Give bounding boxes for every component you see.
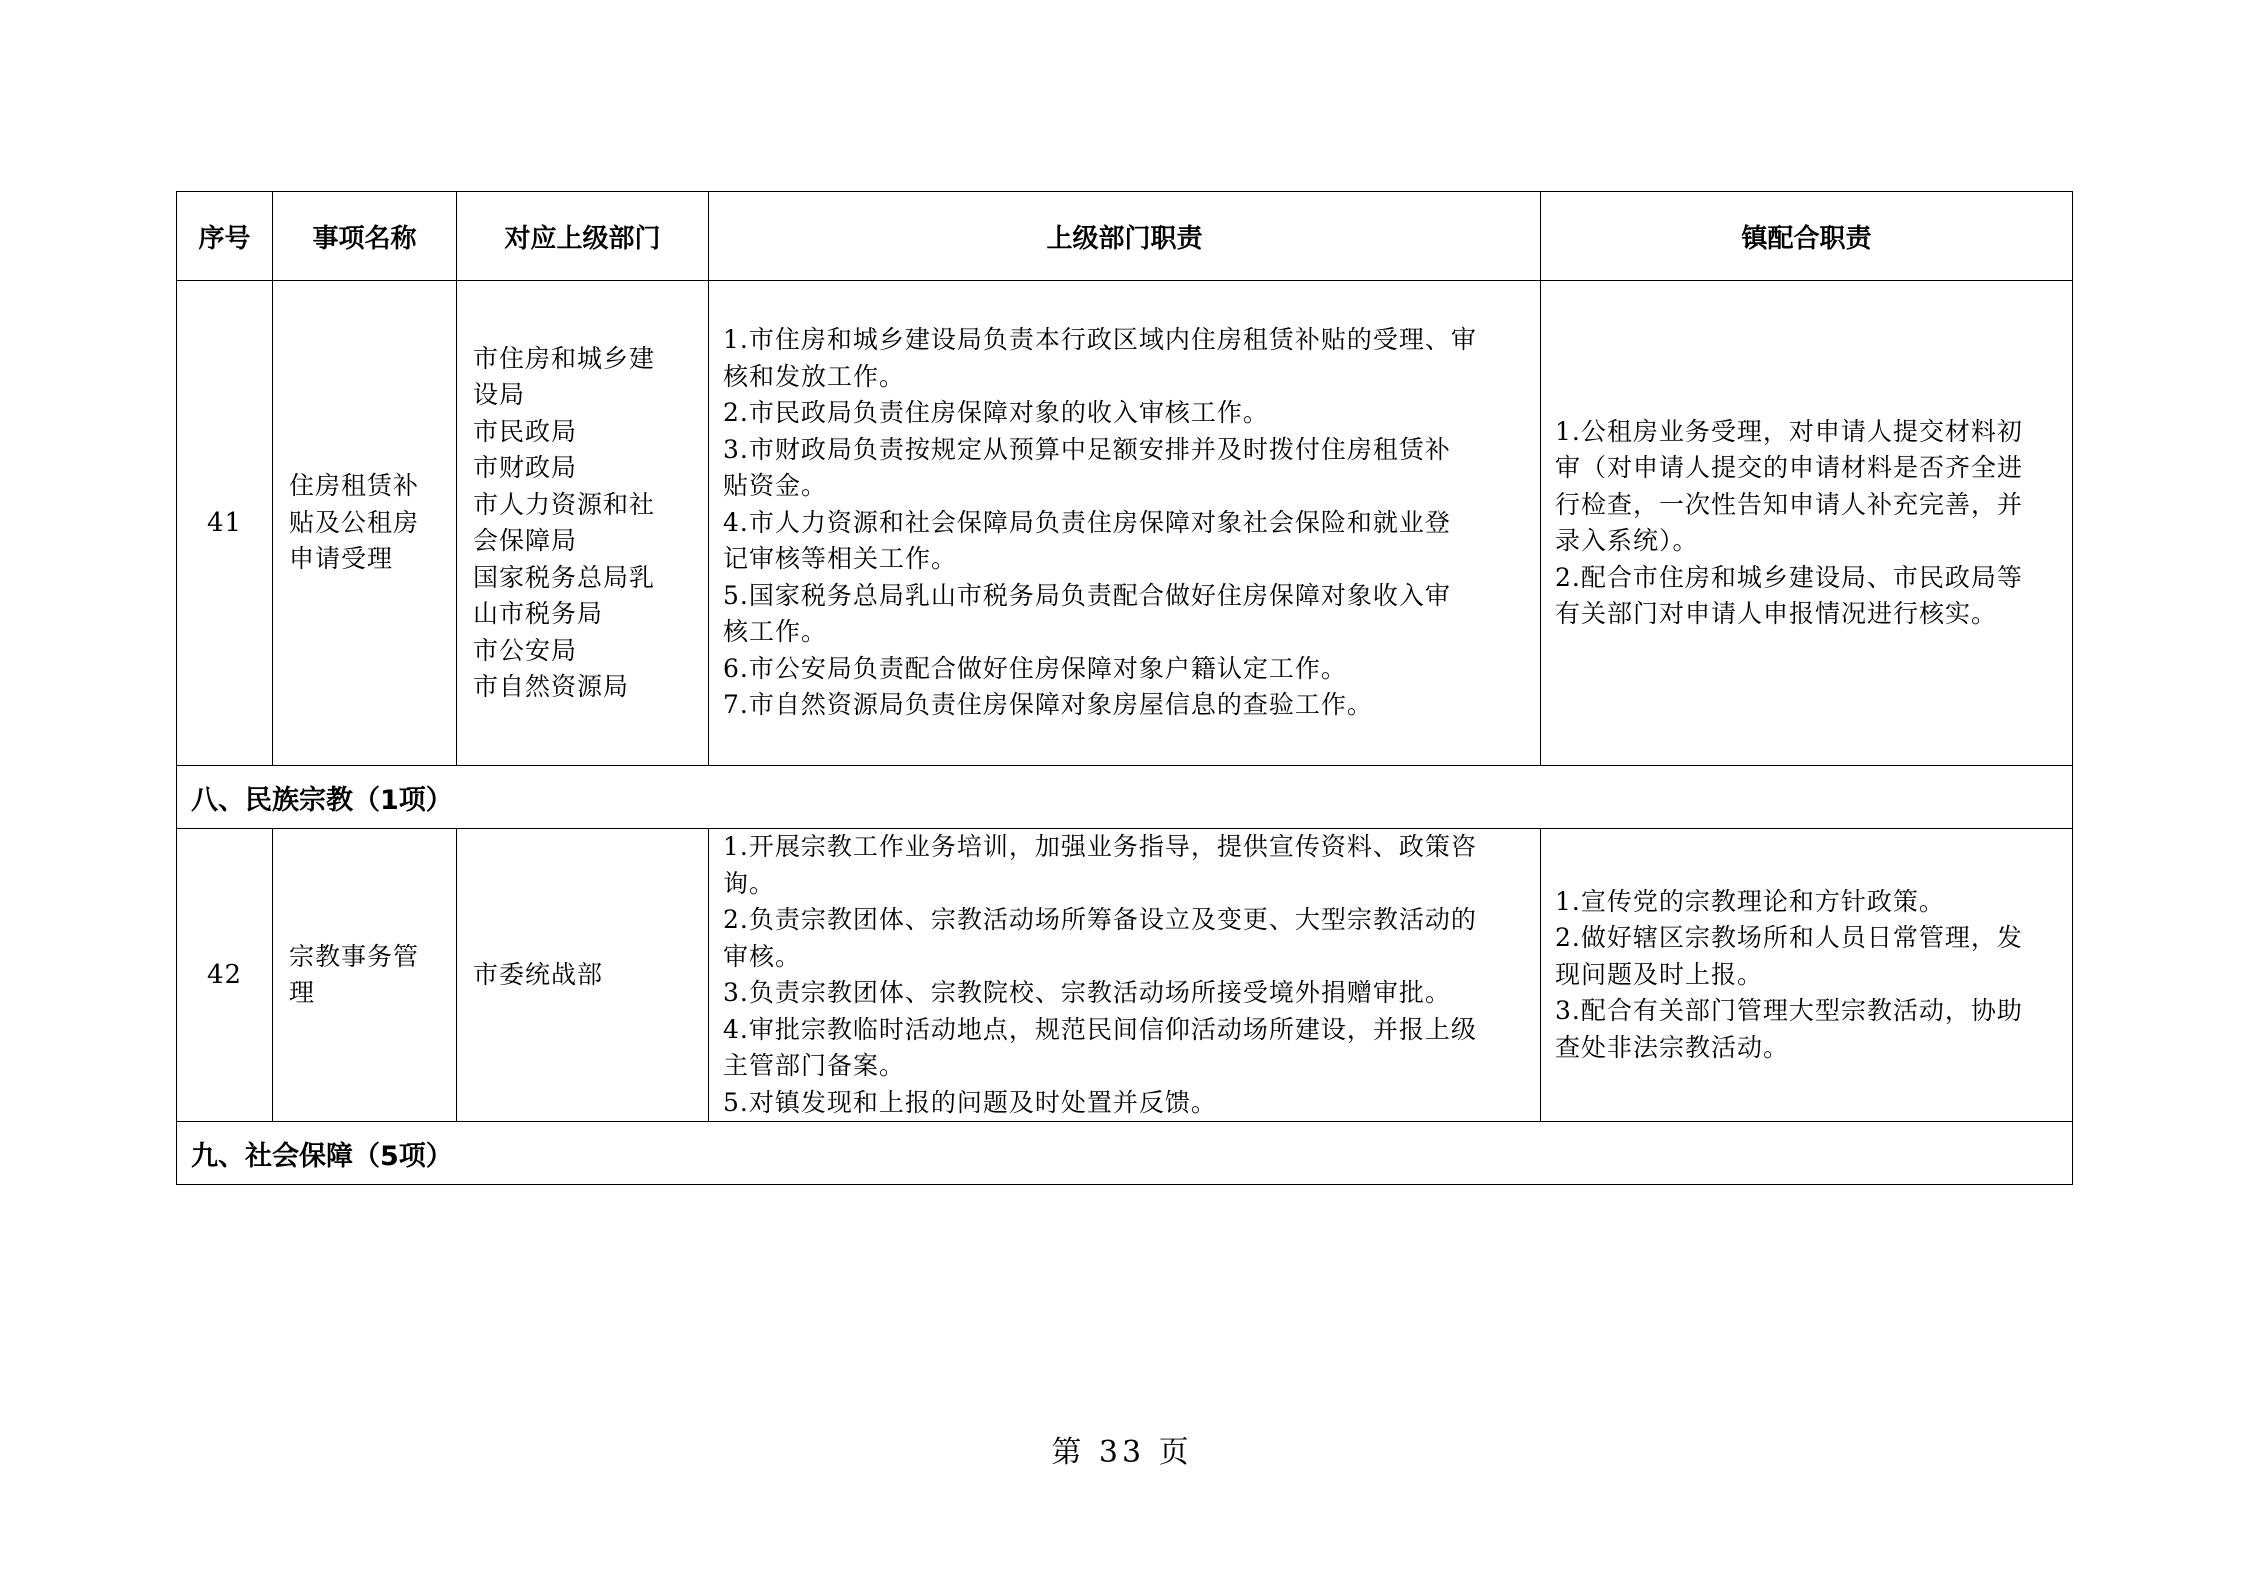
- superior-duties: 1.开展宗教工作业务培训，加强业务指导，提供宣传资料、政策咨 询。 2.负责宗教团体、宗教活动场所筹备设立及变更、大型宗教活动的 审核。 3.负责宗教团体、宗教院校、宗教活动场所接受境外捐赠审批。 4.审批宗教临时活动地点，规范民间信仰活动场所建设，并报上级 主管部门备案。 5.对镇发现和上报的问题及时处置并反馈。: [709, 829, 1541, 1122]
- page-number: 第 33 页: [1051, 1435, 1193, 1470]
- table-row: [177, 829, 2073, 1122]
- header-item-name: 事项名称: [273, 192, 457, 281]
- superior-departments: 市委统战部: [457, 829, 709, 1122]
- item-name: 住房租赁补 贴及公租房 申请受理: [273, 281, 457, 766]
- duty-table: [176, 191, 2073, 1185]
- superior-departments: 市住房和城乡建 设局 市民政局 市财政局 市人力资源和社 会保障局 国家税务总局乳 山市税务局 市公安局 市自然资源局: [457, 281, 709, 766]
- section-heading-row: [177, 1122, 2073, 1185]
- table-row: [177, 281, 2073, 766]
- section-heading: 九、社会保障（5项）: [177, 1122, 2073, 1185]
- superior-duties: 1.市住房和城乡建设局负责本行政区域内住房租赁补贴的受理、审 核和发放工作。 2.市民政局负责住房保障对象的收入审核工作。 3.市财政局负责按规定从预算中足额安排并及时拨付住房租赁补 贴资金。 4.市人力资源和社会保障局负责住房保障对象社会保险和就业登 记审核等相关工作。 5.国家税务总局乳山市税务局负责配合做好住房保障对象收入审 核工作。 6.市公安局负责配合做好住房保障对象户籍认定工作。 7.市自然资源局负责住房保障对象房屋信息的查验工作。: [709, 281, 1541, 766]
- table-header-row: [177, 192, 2073, 281]
- header-town-duties: 镇配合职责: [1541, 192, 2073, 281]
- section-heading: 八、民族宗教（1项）: [177, 766, 2073, 829]
- section-heading-row: [177, 766, 2073, 829]
- town-duties: 1.宣传党的宗教理论和方针政策。 2.做好辖区宗教场所和人员日常管理，发 现问题及时上报。 3.配合有关部门管理大型宗教活动，协助 查处非法宗教活动。: [1541, 829, 2073, 1122]
- header-superior-duties: 上级部门职责: [709, 192, 1541, 281]
- item-name: 宗教事务管 理: [273, 829, 457, 1122]
- row-number: 42: [177, 829, 273, 1122]
- header-number: 序号: [177, 192, 273, 281]
- row-number: 41: [177, 281, 273, 766]
- town-duties: 1.公租房业务受理，对申请人提交材料初 审（对申请人提交的申请材料是否齐全进 行检查，一次性告知申请人补充完善，并 录入系统）。 2.配合市住房和城乡建设局、市民政局等 有关部门对申请人申报情况进行核实。: [1541, 281, 2073, 766]
- header-superior-department: 对应上级部门: [457, 192, 709, 281]
